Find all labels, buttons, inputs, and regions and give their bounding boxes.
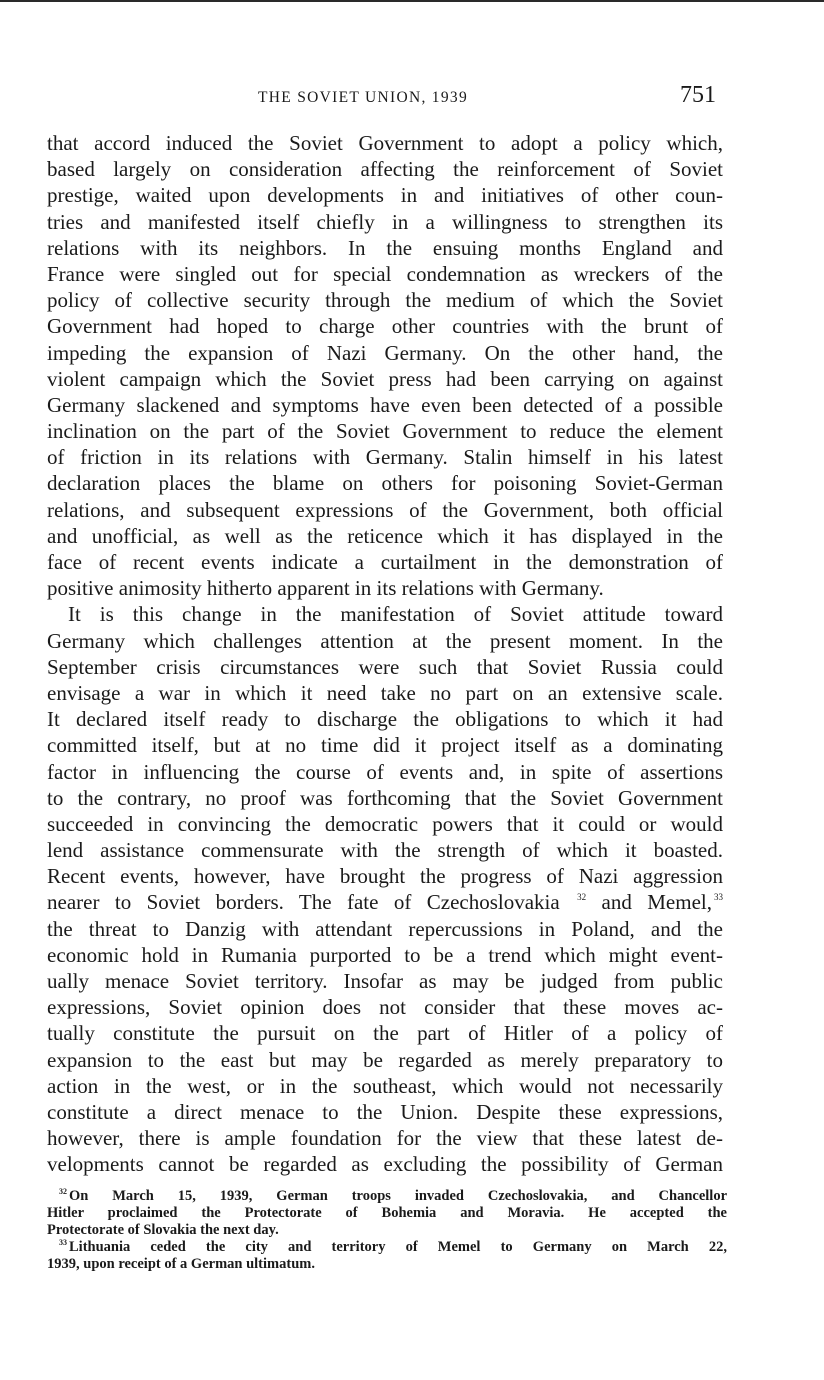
- text-line: face of recent events indicate a curtailment in the demonstration of: [47, 550, 723, 574]
- text-line: ually menace Soviet territory. Insofar as may be judged from public: [47, 969, 723, 993]
- text-line: based largely on consideration affecting the reinforcement of Soviet: [47, 157, 723, 182]
- footnote-mark-33: 33: [59, 1238, 67, 1247]
- footnote-text: On March 15, 1939, German troops invaded Czechoslovakia, and Chancellor: [69, 1188, 727, 1204]
- footnote-text: 1939, upon receipt of a German ultimatum.: [47, 1256, 315, 1272]
- text-line: France were singled out for special condemnation as wreckers of the: [47, 261, 723, 286]
- text-line: positive animosity hitherto apparent in its relations with Germany.: [47, 576, 604, 601]
- top-rule: [0, 0, 824, 2]
- text-line: that accord induced the Soviet Government to adopt a policy which,: [47, 131, 723, 155]
- text-line: relations with its neighbors. In the ensuing months England and: [47, 235, 723, 260]
- text-line: expansion to the east but may be regarded as merely preparatory to: [47, 1047, 723, 1072]
- text-line: prestige, waited upon developments in and initiatives of other coun-: [47, 183, 723, 208]
- footnote-ref-33[interactable]: 33: [714, 892, 723, 903]
- text-line: however, there is ample foundation for the view that these latest de-: [47, 1126, 723, 1151]
- text-line: Germany which challenges attention at the present moment. In the: [47, 628, 723, 653]
- text-line: of friction in its relations with Germany. Stalin himself in his latest: [47, 445, 723, 470]
- text-line: tually constitute the pursuit on the part of Hitler of a policy of: [47, 1021, 723, 1046]
- text-line: policy of collective security through the medium of which the Soviet: [47, 288, 723, 313]
- footnotes: [47, 1188, 727, 1273]
- text-line: economic hold in Rumania purported to be a trend which might event-: [47, 942, 723, 967]
- text-line: September crisis circumstances were such that Soviet Russia could: [47, 654, 723, 679]
- text-fragment: and Memel,: [601, 890, 712, 915]
- text-line: the threat to Danzig with attendant repercussions in Poland, and the: [47, 916, 723, 941]
- text-line: to the contrary, no proof was forthcoming that the Soviet Government: [47, 785, 723, 810]
- footnote-text: Hitler proclaimed the Protectorate of Bohemia and Moravia. He accepted the: [47, 1205, 727, 1221]
- text-line-with-footnote-refs: [47, 889, 723, 915]
- text-line: succeeded in convincing the democratic powers that it could or would: [47, 811, 723, 836]
- footnote-text: Lithuania ceded the city and territory of Memel to Germany on March 22,: [69, 1239, 727, 1255]
- footnote-ref-32[interactable]: 32: [577, 892, 587, 903]
- text-line: inclination on the part of the Soviet Government to reduce the element: [47, 419, 723, 444]
- text-line: relations, and subsequent expressions of the Government, both official: [47, 497, 723, 522]
- text-line: and unofficial, as well as the reticence which it has displayed in the: [47, 523, 723, 548]
- text-line: envisage a war in which it need take no part on an extensive scale.: [47, 680, 723, 705]
- footnote-33: [47, 1239, 727, 1256]
- text-line: velopments cannot be regarded as excluding the possibility of German: [47, 1152, 723, 1177]
- text-line: factor in influencing the course of events and, in spite of assertions: [47, 759, 723, 784]
- running-head: [0, 82, 824, 116]
- footnote-32: [47, 1188, 727, 1205]
- text-line: It is this change in the manifestation of Soviet attitude toward: [68, 602, 723, 627]
- running-title: THE SOVIET UNION, 1939: [258, 89, 468, 106]
- text-line: constitute a direct menace to the Union. Despite these expressions,: [47, 1099, 723, 1124]
- text-line: action in the west, or in the southeast, which would not necessarily: [47, 1073, 723, 1098]
- text-fragment: nearer to Soviet borders. The fate of Czechoslovakia: [47, 890, 560, 915]
- page-number: 751: [680, 82, 716, 108]
- text-line: lend assistance commensurate with the strength of which it boasted.: [47, 838, 723, 863]
- text-line: tries and manifested itself chiefly in a willingness to strengthen its: [47, 209, 723, 234]
- text-line: It declared itself ready to discharge the obligations to which it had: [47, 707, 723, 732]
- text-line: Recent events, however, have brought the progress of Nazi aggression: [47, 864, 723, 889]
- footnote-text: Protectorate of Slovakia the next day.: [47, 1222, 279, 1238]
- body-text: [47, 130, 723, 1178]
- text-line: violent campaign which the Soviet press had been carrying on against: [47, 366, 723, 391]
- footnote-mark-32: 32: [59, 1187, 67, 1196]
- text-line: committed itself, but at no time did it project itself as a dominating: [47, 733, 723, 758]
- text-line: impeding the expansion of Nazi Germany. On the other hand, the: [47, 340, 723, 365]
- text-line: Germany slackened and symptoms have even been detected of a possible: [47, 392, 723, 417]
- text-line: Government had hoped to charge other countries with the brunt of: [47, 314, 723, 339]
- text-line: declaration places the blame on others for poisoning Soviet-German: [47, 471, 723, 496]
- text-line: expressions, Soviet opinion does not consider that these moves ac-: [47, 995, 723, 1020]
